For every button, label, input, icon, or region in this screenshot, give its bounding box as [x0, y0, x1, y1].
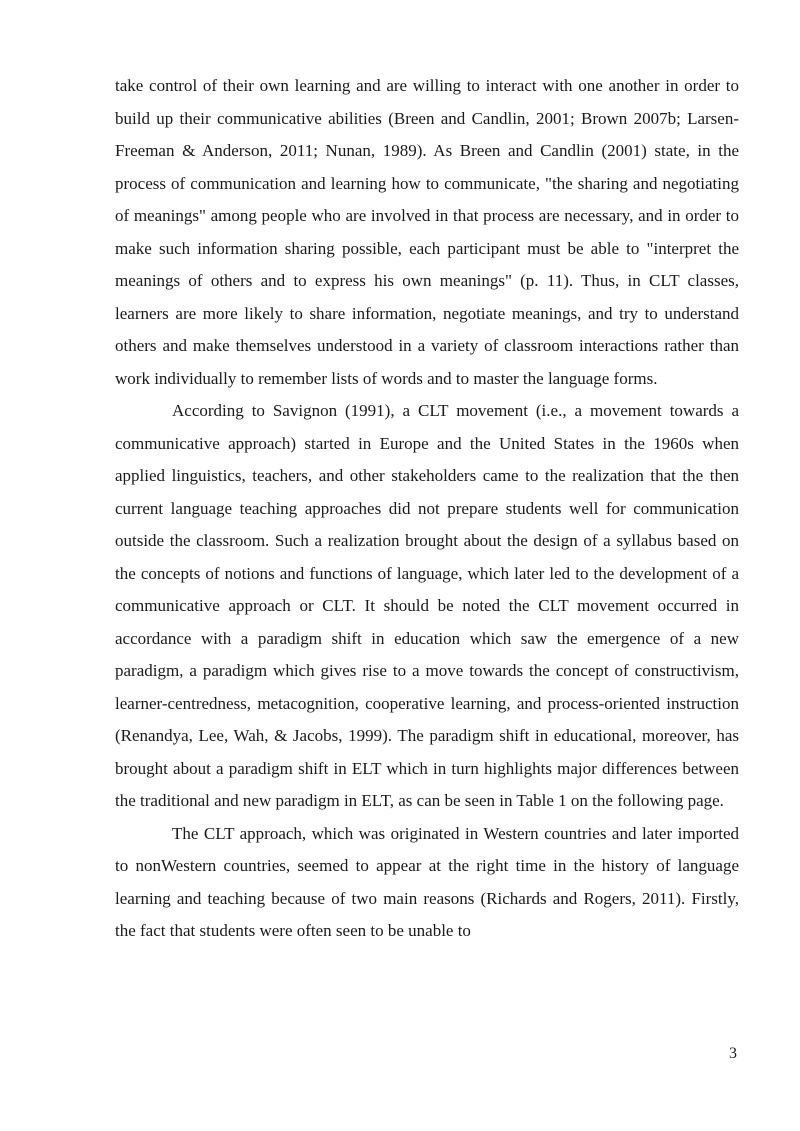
document-page [115, 70, 739, 948]
body-paragraph-1: take control of their own learning and are willing to interact with one another in order to build up their communicative abilities (Breen and Candlin, 2001; Brown 2007b; Larsen-Freeman & Anderson, 2011; Nunan, 1989). As Breen and Candlin (2001) state, in the process of communication and learning how to communicate, "the sharing and negotiating of meanings" among people who are involved in that process are necessary, and in order to make such information sharing possible, each participant must be able to "interpret the meanings of others and to express his own meanings" (p. 11). Thus, in CLT classes, learners are more likely to share information, negotiate meanings, and try to understand others and make themselves understood in a variety of classroom interactions rather than work individually to remember lists of words and to master the language forms. [115, 76, 739, 388]
body-paragraph-3: The CLT approach, which was originated in Western countries and later imported to nonWestern countries, seemed to appear at the right time in the history of language learning and teaching because of two main reasons (Richards and Rogers, 2011). Firstly, the fact that students were often seen to be unable to [115, 823, 739, 940]
page-number: 3 [729, 1045, 737, 1062]
body-paragraph-2: According to Savignon (1991), a CLT movement (i.e., a movement towards a communicative approach) started in Europe and the United States in the 1960s when applied linguistics, teachers, and other stakeholders came to the realization that the then current language teaching approaches did not prepare students well for communication outside the classroom. Such a realization brought about the design of a syllabus based on the concepts of notions and functions of language, which later led to the development of a communicative approach or CLT. It should be noted the CLT movement occurred in accordance with a paradigm shift in education which saw the emergence of a new paradigm, a paradigm which gives rise to a move towards the concept of constructivism, learner-centredness, metacognition, cooperative learning, and process-oriented instruction (Renandya, Lee, Wah, & Jacobs, 1999). The paradigm shift in educational, moreover, has brought about a paradigm shift in ELT which in turn highlights major differences between the traditional and new paradigm in ELT, as can be seen in Table 1 on the following page. [115, 401, 739, 810]
